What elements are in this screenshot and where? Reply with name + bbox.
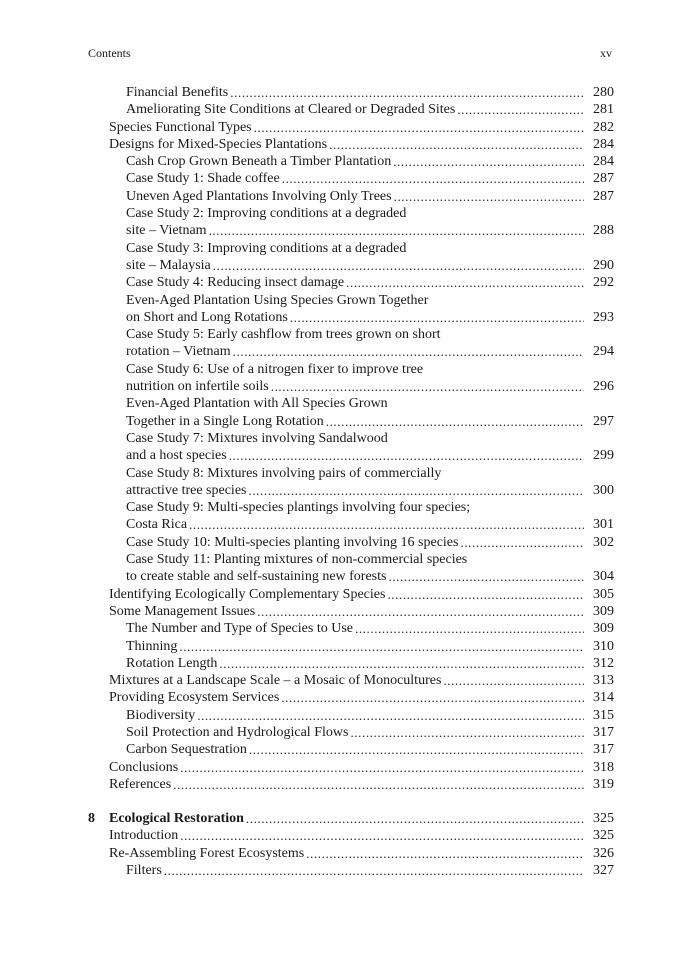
toc-chapter-entry[interactable]: [88, 810, 614, 827]
toc-entry-title-line: Case Study 6: Use of a nitrogen fixer to improve tree: [126, 361, 424, 377]
toc-page-number: 312: [593, 655, 614, 671]
dot-leader: [197, 707, 584, 724]
toc-entry-title: site – Vietnam: [126, 223, 207, 239]
dot-leader: [219, 655, 584, 672]
toc-entry[interactable]: [88, 534, 614, 551]
toc-page-number: 319: [593, 776, 614, 792]
toc-entry[interactable]: [88, 101, 614, 118]
dot-leader: [387, 586, 584, 603]
toc-entry[interactable]: [88, 499, 614, 534]
toc-entry[interactable]: [88, 655, 614, 672]
dot-leader: [271, 378, 584, 395]
toc-entry-title: on Short and Long Rotations: [126, 309, 288, 325]
dot-leader: [180, 827, 584, 844]
toc-page-number: 325: [593, 811, 614, 827]
dot-leader: [329, 136, 584, 153]
toc-entry[interactable]: [88, 465, 614, 500]
dot-leader: [306, 845, 584, 862]
toc-page-number: 317: [593, 724, 614, 740]
toc-entry[interactable]: [88, 759, 614, 776]
toc-entry-title-line: Case Study 11: Planting mixtures of non-commercial species: [126, 552, 468, 568]
dot-leader: [254, 119, 584, 136]
toc-entry-title: and a host species: [126, 448, 227, 464]
dot-leader: [346, 274, 584, 291]
dot-leader: [230, 84, 584, 101]
toc-entry[interactable]: [88, 205, 614, 240]
toc-page-number: 297: [593, 413, 614, 429]
toc-page-number: 292: [593, 275, 614, 291]
toc-entry-title: site – Malaysia: [126, 257, 211, 273]
dot-leader: [248, 482, 584, 499]
toc-page-number: 284: [593, 154, 614, 170]
section-spacer: [88, 793, 614, 810]
toc-entry[interactable]: [88, 119, 614, 136]
toc-entry-title-line: Case Study 5: Early cashflow from trees grown on short: [126, 327, 441, 343]
toc-page-number: 288: [593, 223, 614, 239]
dot-leader: [164, 862, 584, 879]
toc-entry-title: Case Study 1: Shade coffee: [126, 171, 280, 187]
toc-page-number: 287: [593, 188, 614, 204]
toc-page-number: 315: [593, 707, 614, 723]
toc-entry[interactable]: [88, 188, 614, 205]
toc-entry[interactable]: [88, 586, 614, 603]
toc-page-number: 284: [593, 136, 614, 152]
toc-page-number: 294: [593, 344, 614, 360]
toc-entry[interactable]: [88, 136, 614, 153]
toc-page-number: 282: [593, 119, 614, 135]
toc-entry[interactable]: [88, 395, 614, 430]
toc-entry-title-line: Even-Aged Plantation with All Species Grown: [126, 396, 388, 412]
toc-entry[interactable]: [88, 170, 614, 187]
toc-page-number: 314: [593, 690, 614, 706]
toc-page-number: 304: [593, 569, 614, 585]
dot-leader: [189, 516, 584, 533]
toc-entry-title-line: Case Study 8: Mixtures involving pairs of commercially: [126, 465, 442, 481]
toc-entry-title: Species Functional Types: [109, 119, 252, 135]
toc-page-number: 325: [593, 828, 614, 844]
toc-entry-title: Case Study 4: Reducing insect damage: [126, 275, 345, 291]
toc-entry-title: Rotation Length: [126, 655, 218, 671]
toc-page-number: 326: [593, 845, 614, 861]
dot-leader: [179, 638, 584, 655]
toc-entry[interactable]: [88, 620, 614, 637]
dot-leader: [180, 759, 584, 776]
toc-entry[interactable]: [88, 292, 614, 327]
dot-leader: [281, 689, 584, 706]
toc-entry-title: nutrition on infertile soils: [126, 379, 269, 395]
toc-page-number: 302: [593, 534, 614, 550]
chapter-title: Ecological Restoration: [109, 811, 244, 827]
toc-entry[interactable]: [88, 724, 614, 741]
toc-page-number: 310: [593, 638, 614, 654]
toc-entry[interactable]: [88, 845, 614, 862]
toc-entry-title: Biodiversity: [126, 707, 196, 723]
toc-entry-title: rotation – Vietnam: [126, 344, 231, 360]
dot-leader: [257, 603, 584, 620]
dot-leader: [326, 413, 584, 430]
toc-entry-title: The Number and Type of Species to Use: [126, 621, 353, 637]
running-header-title: Contents: [88, 46, 131, 60]
page-number: xv: [600, 46, 612, 60]
toc-entry[interactable]: [88, 689, 614, 706]
toc-entry-title: Carbon Sequestration: [126, 742, 247, 758]
toc-entry-title-line: Case Study 3: Improving conditions at a degraded: [126, 240, 407, 256]
toc-entry-title: to create stable and self-sustaining new forests: [126, 569, 387, 585]
toc-entry-title: Costa Rica: [126, 517, 188, 533]
dot-leader: [233, 343, 584, 360]
toc-page-number: 281: [593, 102, 614, 118]
toc-page-number: 293: [593, 309, 614, 325]
toc-entry-title: Conclusions: [109, 759, 179, 775]
dot-leader: [393, 153, 584, 170]
toc-entry[interactable]: [88, 240, 614, 275]
toc-entry-title: Soil Protection and Hydrological Flows: [126, 724, 349, 740]
toc-entry-title-line: Case Study 7: Mixtures involving Sandalwood: [126, 430, 388, 446]
toc-entry[interactable]: [88, 84, 614, 101]
toc-entry-title: Together in a Single Long Rotation: [126, 413, 324, 429]
toc-entry[interactable]: [88, 827, 614, 844]
dot-leader: [213, 257, 584, 274]
toc-page-number: 309: [593, 603, 614, 619]
dot-leader: [355, 620, 584, 637]
toc-entry[interactable]: [88, 862, 614, 879]
toc-page-number: 317: [593, 742, 614, 758]
toc-entry-title-line: Case Study 9: Multi-species plantings involving four species;: [126, 500, 471, 516]
toc-page-number: 287: [593, 171, 614, 187]
toc-entry-title: Re-Assembling Forest Ecosystems: [109, 845, 305, 861]
toc-entry-title: Cash Crop Grown Beneath a Timber Plantation: [126, 154, 392, 170]
dot-leader: [350, 724, 584, 741]
toc-entry[interactable]: [88, 707, 614, 724]
dot-leader: [457, 101, 584, 118]
dot-leader: [173, 776, 584, 793]
toc-entry-title: Providing Ecosystem Services: [109, 690, 280, 706]
toc-entry-title: Mixtures at a Landscape Scale – a Mosaic of Monocultures: [109, 673, 442, 689]
toc-entry[interactable]: [88, 153, 614, 170]
toc-page-number: 305: [593, 586, 614, 602]
toc-entry-title: Filters: [126, 863, 162, 879]
toc-entry-title: References: [109, 776, 172, 792]
toc-entry[interactable]: [88, 741, 614, 758]
dot-leader: [209, 222, 584, 239]
toc-entry[interactable]: [88, 361, 614, 396]
dot-leader: [290, 309, 584, 326]
toc-entry[interactable]: [88, 638, 614, 655]
toc-entry-title: Introduction: [109, 828, 179, 844]
dot-leader: [229, 447, 584, 464]
table-of-contents: [88, 84, 614, 879]
toc-entry-title: Uneven Aged Plantations Involving Only Trees: [126, 188, 392, 204]
chapter-number: 8: [88, 811, 95, 827]
toc-entry[interactable]: [88, 776, 614, 793]
dot-leader: [249, 741, 584, 758]
dot-leader: [388, 568, 584, 585]
toc-page-number: 280: [593, 85, 614, 100]
running-header: [88, 46, 612, 62]
toc-page-number: 301: [593, 517, 614, 533]
toc-entry-title: Case Study 10: Multi-species planting involving 16 species: [126, 534, 459, 550]
dot-leader: [394, 188, 584, 205]
toc-entry-title-line: Even-Aged Plantation Using Species Grown Together: [126, 292, 429, 308]
dot-leader: [282, 170, 584, 187]
dot-leader: [443, 672, 584, 689]
toc-page-number: 327: [593, 863, 614, 879]
dot-leader: [246, 810, 584, 827]
toc-page-number: 300: [593, 482, 614, 498]
toc-page-number: 290: [593, 257, 614, 273]
toc-entry-title: Ameliorating Site Conditions at Cleared or Degraded Sites: [126, 102, 456, 118]
toc-entry[interactable]: [88, 430, 614, 465]
toc-entry-title: Designs for Mixed-Species Plantations: [109, 136, 328, 152]
toc-entry-title-line: Case Study 2: Improving conditions at a degraded: [126, 206, 407, 222]
toc-page-number: 299: [593, 448, 614, 464]
toc-entry[interactable]: [88, 672, 614, 689]
toc-page-number: 309: [593, 621, 614, 637]
toc-entry-title: Thinning: [126, 638, 178, 654]
toc-entry[interactable]: [88, 603, 614, 620]
toc-entry[interactable]: [88, 274, 614, 291]
toc-entry-title: Some Management Issues: [109, 603, 256, 619]
toc-page-number: 313: [593, 673, 614, 689]
toc-page-number: 296: [593, 379, 614, 395]
dot-leader: [460, 534, 584, 551]
toc-page-number: 318: [593, 759, 614, 775]
toc-entry-title: Financial Benefits: [126, 85, 229, 100]
toc-entry[interactable]: [88, 326, 614, 361]
toc-entry-title: Identifying Ecologically Complementary Species: [109, 586, 386, 602]
toc-entry[interactable]: [88, 551, 614, 586]
toc-entry-title: attractive tree species: [126, 482, 247, 498]
